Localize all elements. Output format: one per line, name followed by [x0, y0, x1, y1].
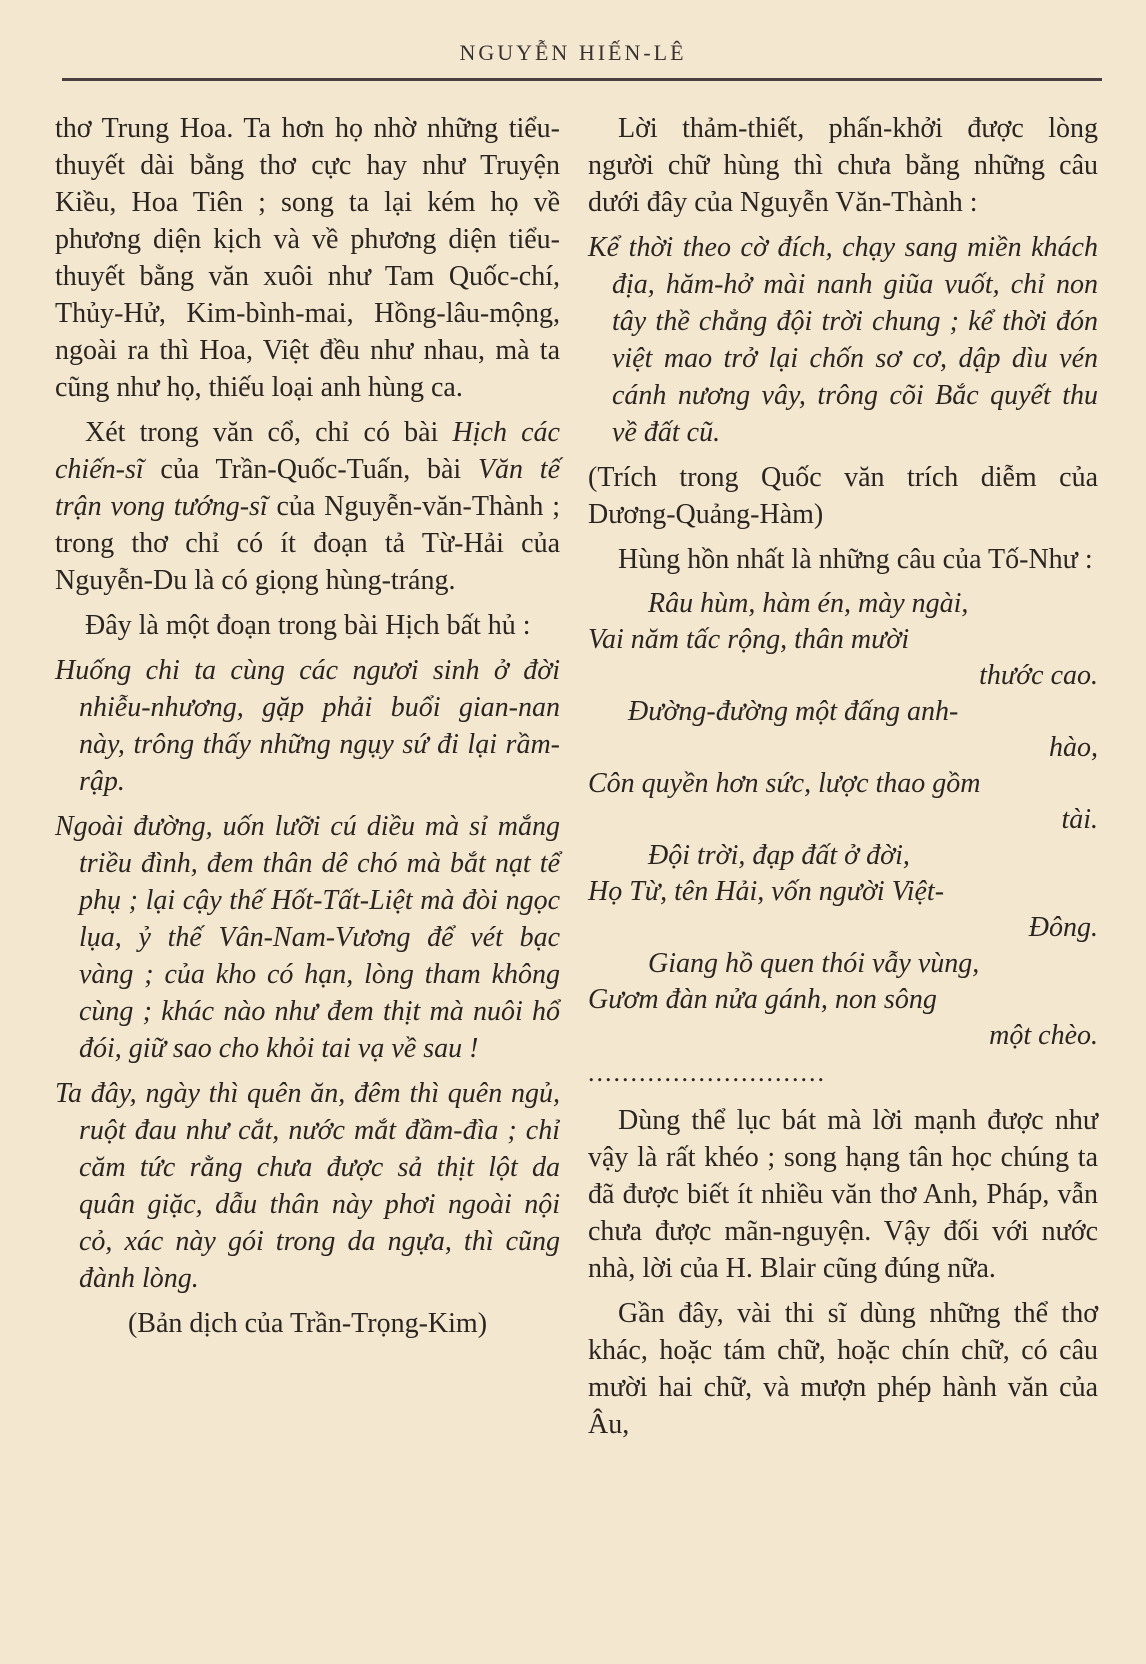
work-title-hich: Hịch các chiến-sĩ	[55, 417, 560, 485]
left-paragraph-1: thơ Trung Hoa. Ta hơn họ nhờ những tiểu-thuyết dài bằng thơ cực hay như Truyện Kiều, Hoa Tiên ; song ta lại kém họ về phương diện kịch và về phương diện tiểu-thuyết bằng văn xuôi như Tam Quốc-chí, Thủy-Hử, Kim-bình-mai, Hồng-lâu-mộng, ngoài ra thì Hoa, Việt đều như nhau, mà ta cũng như họ, thiếu loại anh hùng ca.	[55, 113, 560, 403]
quote-van-thanh: Kể thời theo cờ đích, chạy sang miền khách địa, hăm-hở mài nanh giũa vuốt, chỉ non tây thề chẳng đội trời chung ; kể thời đón việt mao trở lại chốn sơ cơ, dập dìu vén cánh nương vây, trông cõi Bắc quyết thu về đất cũ.	[588, 232, 1098, 448]
poem-line: thước cao.	[979, 660, 1098, 691]
poem-line: tài.	[1061, 804, 1098, 835]
left-column	[55, 110, 560, 1350]
running-header: NGUYỄN HIẾN-LÊ	[459, 40, 687, 65]
text-run: của Trần-Quốc-Tuấn, bài	[143, 454, 478, 485]
poem-line: Gươm đàn nửa gánh, non sông	[588, 984, 937, 1015]
poem-line: Đội trời, đạp đất ở đời,	[648, 840, 910, 871]
right-paragraph-3: Dùng thể lục bát mà lời mạnh được như vậy là rất khéo ; song hạng tân học chúng ta đã được biết ít nhiều văn thơ Anh, Pháp, vẫn chưa được mãn-nguyện. Vậy đối với nước nhà, lời của H. Blair cũng đúng nữa.	[588, 1105, 1098, 1284]
work-title-van-te: Văn tế trận vong tướng-sĩ	[55, 454, 561, 522]
poem-line: Vai năm tấc rộng, thân mười	[588, 624, 910, 655]
right-paragraph-1: Lời thảm-thiết, phấn-khởi được lòng người chữ hùng thì chưa bằng những câu dưới đây của Nguyễn Văn-Thành :	[588, 113, 1098, 218]
poem-line: Đông.	[1028, 912, 1098, 943]
poem-line: Giang hồ quen thói vẫy vùng,	[648, 948, 980, 979]
poem-line: Râu hùm, hàm én, mày ngài,	[648, 588, 969, 619]
right-paragraph-4: Gần đây, vài thi sĩ dùng những thể thơ khác, hoặc tám chữ, hoặc chín chữ, có câu mười hai chữ, và mượn phép hành văn của Âu,	[588, 1298, 1098, 1440]
poem-line: Côn quyền hơn sức, lược thao gồm	[588, 768, 981, 799]
quote-paragraph-1: Huống chi ta cùng các ngươi sinh ở đời nhiễu-nhương, gặp phải buổi gian-nan này, trông thấy những ngụy sứ đi lại rầm-rập.	[55, 655, 560, 797]
left-paragraph-3: Đây là một đoạn trong bài Hịch bất hủ :	[85, 610, 531, 641]
quote-paragraph-2: Ngoài đường, uốn lưỡi cú diều mà sỉ mắng triều đình, đem thân dê chó mà bắt nạt tể phụ ; lại cậy thế Hốt-Tất-Liệt mà đòi ngọc lụa, ỷ thế Vân-Nam-Vương để vét bạc vàng ; của kho có hạn, lòng tham không cùng ; khác nào như đem thịt mà nuôi hổ đói, giữ sao cho khỏi tai vạ về sau !	[55, 811, 560, 1064]
right-column	[588, 110, 1098, 1451]
ellipsis-divider: ............................	[588, 1058, 826, 1087]
left-paragraph-2	[55, 414, 560, 599]
quote-paragraph-3: Ta đây, ngày thì quên ăn, đêm thì quên ngủ, ruột đau như cắt, nước mắt đầm-đìa ; chỉ căm tức rằng chưa được sả thịt lột da quân giặc, dẫu thân này phơi ngoài nội cỏ, xác này gói trong da ngựa, thì cũng đành lòng.	[55, 1078, 560, 1294]
poem-line: Họ Từ, tên Hải, vốn người Việt-	[588, 876, 945, 907]
header-rule	[62, 78, 1102, 81]
right-paragraph-2: Hùng hồn nhất là những câu của Tố-Như :	[618, 544, 1093, 575]
citation: (Trích trong Quốc văn trích diễm của Dương-Quảng-Hàm)	[588, 462, 1098, 530]
poem-line: một chèo.	[989, 1020, 1098, 1051]
text-run: của Nguyễn-văn-Thành ; trong thơ chỉ có ít đoạn tả Từ-Hải của Nguyễn-Du là có giọng hùng-tráng.	[55, 491, 560, 596]
poem-block	[588, 586, 1098, 1054]
translation-source: (Bản dịch của Trần-Trọng-Kim)	[127, 1308, 488, 1339]
poem-line: Đường-đường một đấng anh-	[628, 696, 959, 727]
poem-line: hào,	[1049, 732, 1098, 763]
text-run: Xét trong văn cổ, chỉ có bài	[85, 417, 453, 448]
